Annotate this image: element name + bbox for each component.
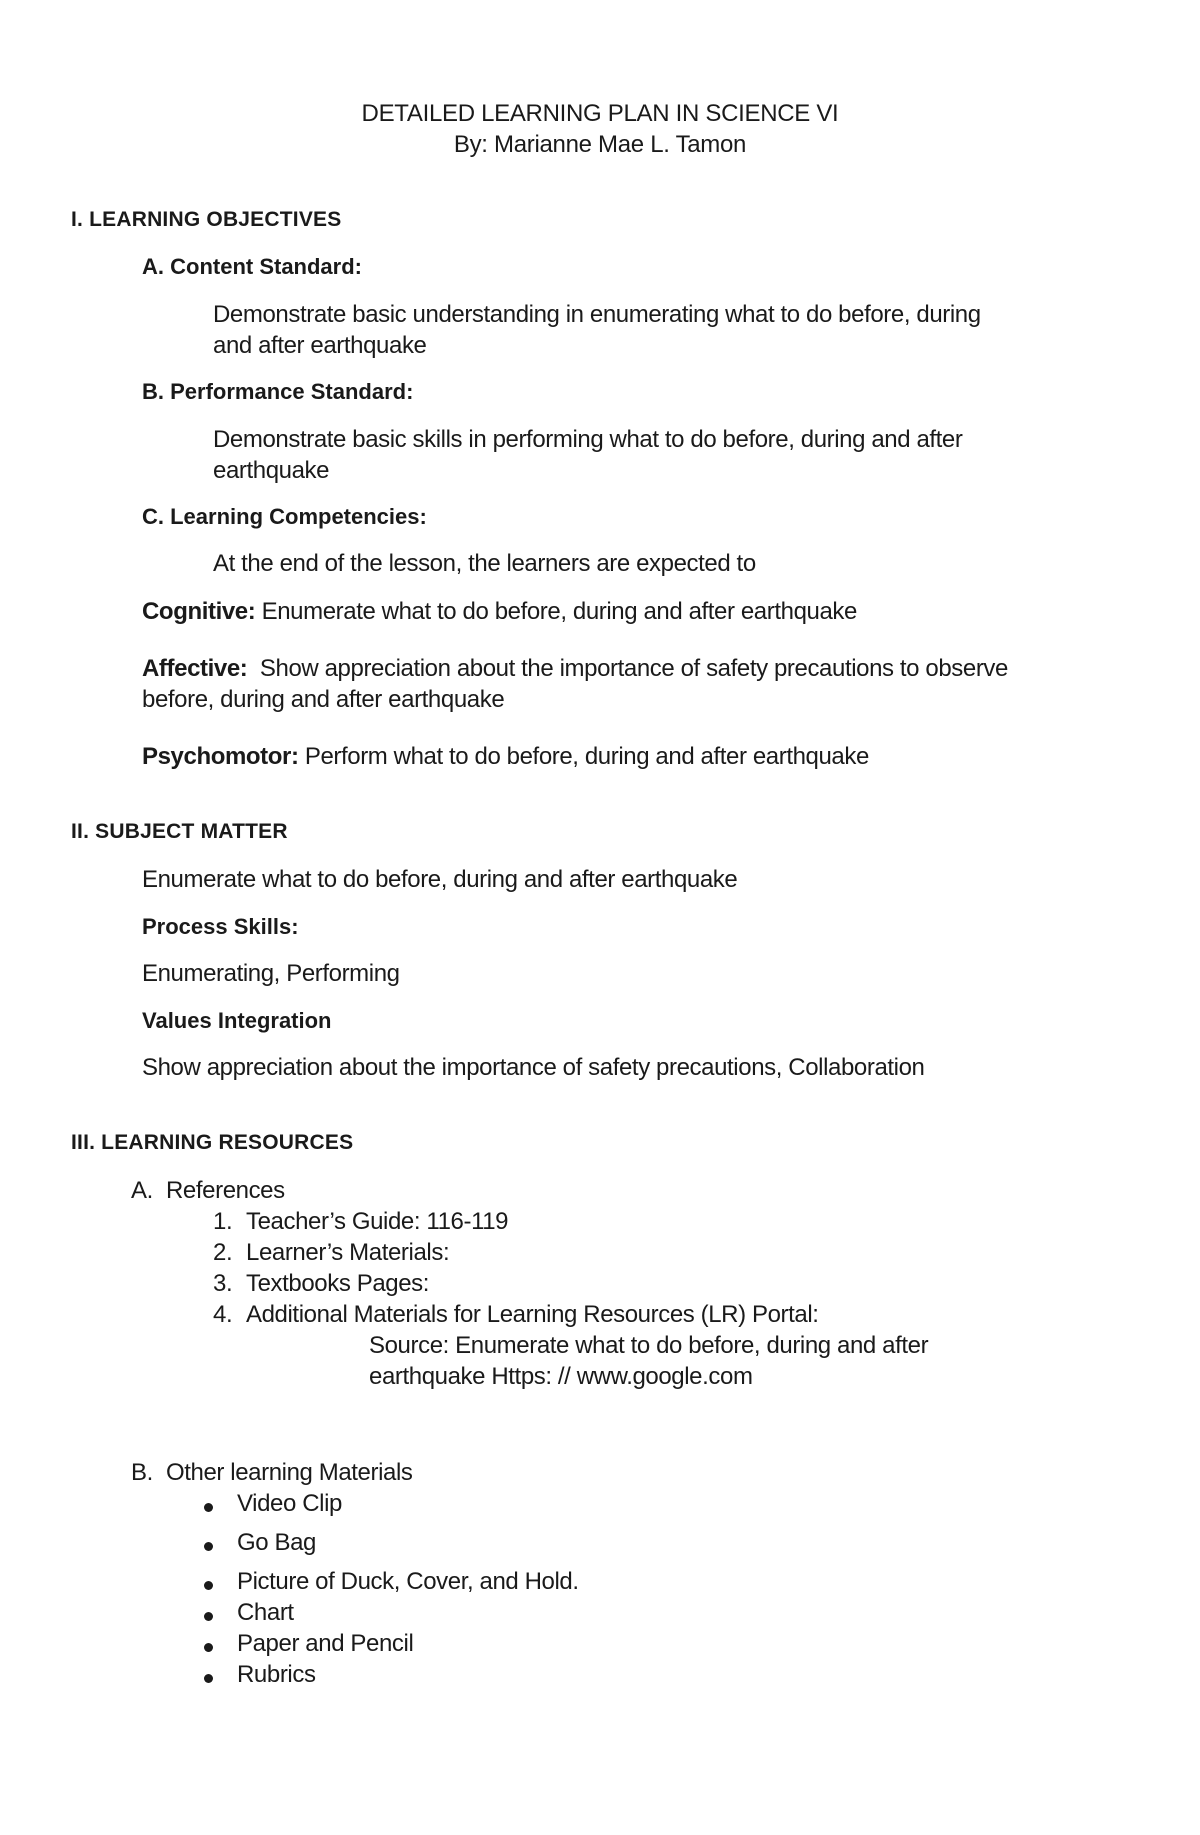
cognitive-objective xyxy=(142,596,857,627)
list-item-number: 3. xyxy=(213,1270,233,1297)
section-heading-subject-matter: II. SUBJECT MATTER xyxy=(71,820,288,843)
subject-matter-topic: Enumerate what to do before, during and after earthquake xyxy=(142,866,738,893)
source-line-2: earthquake Https: // www.google.com xyxy=(369,1363,753,1390)
other-materials-label: Other learning Materials xyxy=(166,1459,413,1486)
psychomotor-label: Psychomotor: xyxy=(142,743,299,770)
bullet-icon xyxy=(204,1612,213,1621)
values-integration-heading: Values Integration xyxy=(142,1008,332,1033)
affective-label: Affective: xyxy=(142,655,248,682)
list-item-text: Additional Materials for Learning Resources (LR) Portal: xyxy=(246,1301,819,1328)
bullet-icon xyxy=(204,1643,213,1652)
list-item-number: 4. xyxy=(213,1301,233,1328)
content-standard-heading: A. Content Standard: xyxy=(142,254,362,279)
content-standard-text-line-1: Demonstrate basic understanding in enumerating what to do before, during xyxy=(213,301,981,328)
bullet-icon xyxy=(204,1581,213,1590)
list-item: Go Bag xyxy=(237,1529,316,1556)
list-item-text: Learner’s Materials: xyxy=(246,1239,450,1266)
references-letter: A. xyxy=(131,1177,153,1204)
list-item: Video Clip xyxy=(237,1490,342,1517)
list-item: Chart xyxy=(237,1599,294,1626)
affective-objective-line-1 xyxy=(142,653,1008,684)
source-line-1: Source: Enumerate what to do before, during and after xyxy=(369,1332,929,1359)
process-skills-text: Enumerating, Performing xyxy=(142,960,400,987)
list-item xyxy=(213,1268,429,1299)
cognitive-text: Enumerate what to do before, during and after earthquake xyxy=(255,598,857,625)
bullet-icon xyxy=(204,1542,213,1551)
list-item-number: 2. xyxy=(213,1239,233,1266)
document-title: DETAILED LEARNING PLAN IN SCIENCE VI xyxy=(361,100,839,127)
section-heading-learning-objectives: I. LEARNING OBJECTIVES xyxy=(71,208,342,231)
psychomotor-text: Perform what to do before, during and after earthquake xyxy=(298,743,869,770)
content-standard-text-line-2: and after earthquake xyxy=(213,332,427,359)
performance-standard-text-line-1: Demonstrate basic skills in performing what to do before, during and after xyxy=(213,426,963,453)
list-item-number: 1. xyxy=(213,1208,233,1235)
other-materials-letter: B. xyxy=(131,1459,153,1486)
list-item-text: Textbooks Pages: xyxy=(246,1270,430,1297)
list-item-text: Teacher’s Guide: 116-119 xyxy=(246,1208,509,1235)
list-item xyxy=(213,1206,508,1237)
list-item xyxy=(213,1237,449,1268)
document-header xyxy=(0,98,1200,160)
bullet-icon xyxy=(204,1674,213,1683)
bullet-icon xyxy=(204,1503,213,1512)
affective-objective-line-2: before, during and after earthquake xyxy=(142,686,505,713)
psychomotor-objective xyxy=(142,741,869,772)
list-item: Paper and Pencil xyxy=(237,1630,414,1657)
performance-standard-text-line-2: earthquake xyxy=(213,457,330,484)
list-item: Picture of Duck, Cover, and Hold. xyxy=(237,1568,579,1595)
values-integration-text: Show appreciation about the importance of safety precautions, Collaboration xyxy=(142,1054,925,1081)
learning-competencies-intro: At the end of the lesson, the learners are expected to xyxy=(213,550,756,577)
affective-text: Show appreciation about the importance of safety precautions to observe xyxy=(247,655,1008,682)
references-label: References xyxy=(166,1177,285,1204)
process-skills-heading: Process Skills: xyxy=(142,914,299,939)
list-item xyxy=(213,1299,819,1330)
list-item: Rubrics xyxy=(237,1661,316,1688)
performance-standard-heading: B. Performance Standard: xyxy=(142,379,414,404)
section-heading-learning-resources: III. LEARNING RESOURCES xyxy=(71,1131,354,1154)
learning-competencies-heading: C. Learning Competencies: xyxy=(142,504,427,529)
cognitive-label: Cognitive: xyxy=(142,598,256,625)
document-author: By: Marianne Mae L. Tamon xyxy=(453,131,747,158)
